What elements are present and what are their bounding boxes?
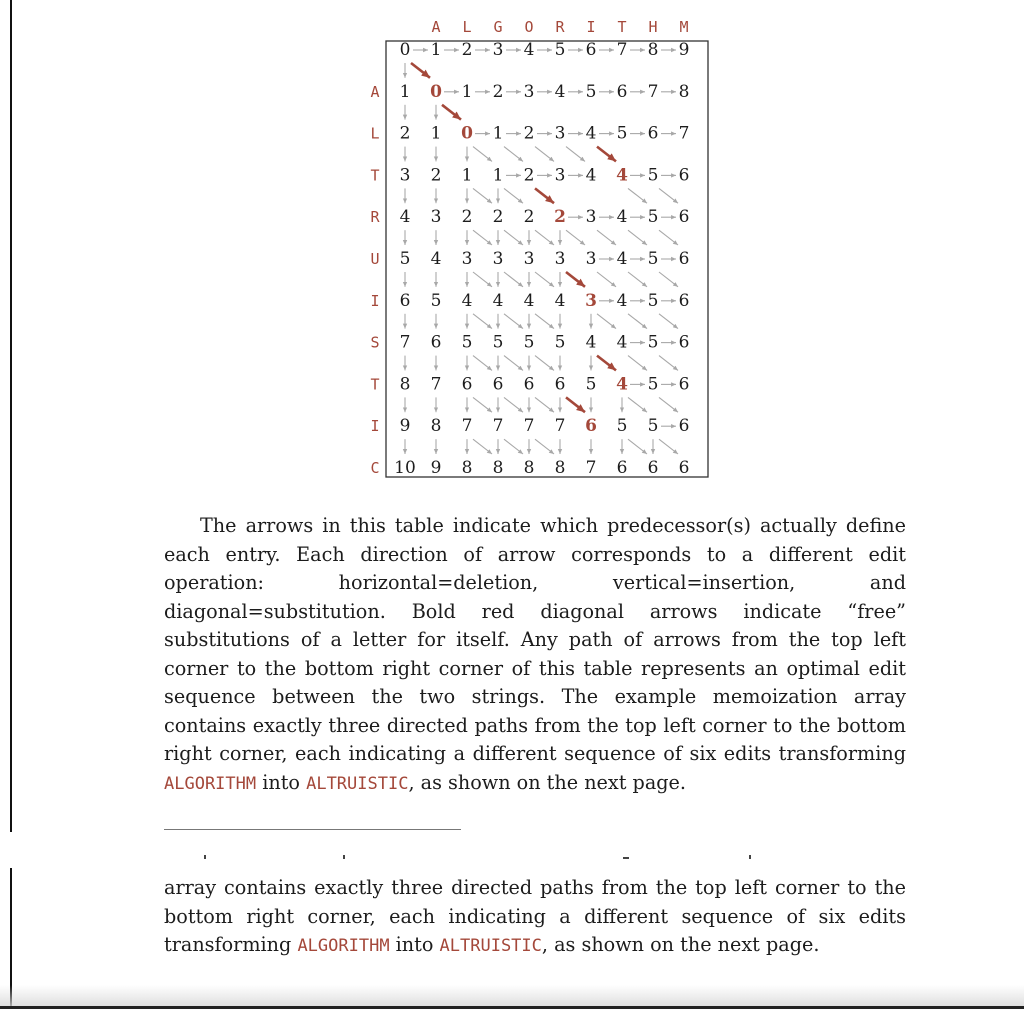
word-into-2: into bbox=[389, 933, 440, 956]
paragraph-text: The arrows in this table indicate which predecessor(s) actually define each entry. Each direction of arrow corresponds to a different edit operation: horizontal=deletion, vertical=insertion, and diagonal=substitution. Bold red diagonal arrows indicate “free” substitutions of a letter for itself. Any path of arrows from the top left corner to the bottom right corner of this table represents an optimal edit sequence between the two strings. The example memoization array contains exactly three directed paths from the top left corner to the bottom right corner, each indicating a different sequence of six edits transforming bbox=[164, 514, 906, 765]
table-cell: 8 bbox=[523, 458, 535, 478]
table-cell: 4 bbox=[616, 290, 628, 311]
arrow-diagonal bbox=[628, 314, 647, 329]
table-cell: 7 bbox=[430, 374, 442, 395]
table-cell: 1 bbox=[430, 123, 442, 144]
table-cell: 4 bbox=[616, 249, 628, 269]
table-cell: 2 bbox=[492, 81, 504, 102]
word-into: into bbox=[256, 770, 307, 794]
arrow-diagonal bbox=[473, 356, 492, 371]
edit-distance-table bbox=[0, 0, 1024, 490]
table-cell: 8 bbox=[399, 374, 411, 395]
arrow-diagonal bbox=[628, 397, 647, 412]
table-cell: 3 bbox=[585, 290, 597, 311]
column-letter: H bbox=[648, 18, 658, 36]
table-cell: 6 bbox=[461, 374, 473, 395]
table-cell: 2 bbox=[523, 123, 535, 144]
table-cell: 8 bbox=[678, 81, 690, 102]
table-cell: 2 bbox=[492, 207, 504, 228]
table-cell: 4 bbox=[554, 290, 566, 311]
table-cell: 4 bbox=[616, 374, 628, 395]
arrow-diagonal bbox=[473, 314, 492, 329]
table-cell: 5 bbox=[585, 81, 597, 102]
table-cell: 8 bbox=[461, 458, 473, 478]
table-cell: 4 bbox=[399, 207, 411, 228]
column-letter: T bbox=[617, 18, 627, 36]
arrow-diagonal bbox=[628, 439, 647, 454]
arrow-diagonal bbox=[628, 188, 647, 203]
table-cell: 7 bbox=[647, 81, 659, 102]
table-cell: 4 bbox=[492, 290, 504, 311]
table-cell: 3 bbox=[523, 249, 535, 269]
table-cell: 6 bbox=[585, 40, 597, 60]
table-values bbox=[370, 18, 689, 478]
row-letter: U bbox=[370, 250, 380, 268]
table-cell: 7 bbox=[554, 416, 566, 437]
arrow-diagonal bbox=[473, 397, 492, 412]
arrow-diagonal bbox=[566, 230, 585, 245]
table-cell: 3 bbox=[492, 40, 504, 60]
table-cell: 8 bbox=[554, 458, 566, 478]
clipped-line-fragments bbox=[164, 855, 906, 865]
table-cell: 4 bbox=[523, 290, 535, 311]
arrow-diagonal bbox=[659, 314, 678, 329]
page-gap bbox=[0, 833, 1024, 848]
table-cell: 5 bbox=[647, 332, 659, 353]
table-cell: 2 bbox=[554, 207, 566, 228]
table-cell: 3 bbox=[461, 249, 473, 269]
column-letter: G bbox=[493, 18, 503, 36]
table-cell: 5 bbox=[554, 40, 566, 60]
table-cell: 6 bbox=[678, 458, 690, 478]
table-cell: 2 bbox=[430, 165, 442, 186]
arrow-diagonal bbox=[535, 397, 554, 412]
column-letter: M bbox=[679, 18, 689, 36]
arrow-diagonal bbox=[535, 147, 554, 162]
table-cell: 6 bbox=[616, 458, 628, 478]
table-cell: 1 bbox=[492, 165, 504, 186]
arrow-diagonal bbox=[659, 439, 678, 454]
table-cell: 1 bbox=[399, 81, 411, 102]
arrow-diagonal bbox=[659, 356, 678, 371]
table-cell: 5 bbox=[585, 374, 597, 395]
table-cell: 6 bbox=[678, 374, 690, 395]
arrow-diagonal bbox=[659, 272, 678, 287]
arrow-free-substitution bbox=[597, 147, 616, 162]
string-altruistic-2: ALTRUISTIC bbox=[439, 936, 542, 956]
table-cell: 4 bbox=[616, 332, 628, 353]
arrow-diagonal bbox=[597, 230, 616, 245]
repeated-paragraph bbox=[164, 874, 906, 961]
arrow-free-substitution bbox=[411, 63, 430, 78]
row-letter: A bbox=[370, 82, 380, 101]
arrow-diagonal bbox=[597, 272, 616, 287]
table-cell: 6 bbox=[678, 332, 690, 353]
arrow-free-substitution bbox=[566, 272, 585, 287]
arrow-diagonal bbox=[504, 356, 523, 371]
arrow-free-substitution bbox=[597, 356, 616, 371]
table-cell: 4 bbox=[616, 165, 628, 186]
table-cell: 3 bbox=[554, 123, 566, 144]
table-cell: 4 bbox=[585, 332, 597, 353]
column-letter: I bbox=[586, 18, 596, 36]
table-cell: 4 bbox=[585, 123, 597, 144]
table-cell: 4 bbox=[616, 207, 628, 228]
table-cell: 6 bbox=[678, 165, 690, 186]
arrow-diagonal bbox=[504, 314, 523, 329]
table-cell: 3 bbox=[492, 249, 504, 269]
arrow-diagonal bbox=[504, 230, 523, 245]
table-cell: 6 bbox=[492, 374, 504, 395]
table-cell: 6 bbox=[678, 207, 690, 228]
table-cell: 4 bbox=[585, 165, 597, 186]
arrow-diagonal bbox=[535, 314, 554, 329]
row-letter: I bbox=[370, 291, 380, 310]
table-cell: 6 bbox=[616, 81, 628, 102]
table-cell: 1 bbox=[492, 123, 504, 144]
table-cell: 10 bbox=[394, 458, 416, 478]
table-cell: 3 bbox=[585, 249, 597, 269]
table-cell: 7 bbox=[461, 416, 473, 437]
arrow-diagonal bbox=[473, 439, 492, 454]
table-cell: 0 bbox=[461, 123, 473, 144]
arrow-diagonal bbox=[535, 272, 554, 287]
sentence-tail-2: , as shown on the next page. bbox=[541, 933, 820, 956]
arrow-diagonal bbox=[535, 356, 554, 371]
arrow-diagonal bbox=[659, 188, 678, 203]
table-cell: 6 bbox=[523, 374, 535, 395]
arrow-diagonal bbox=[628, 230, 647, 245]
arrow-diagonal bbox=[504, 439, 523, 454]
row-letter: I bbox=[370, 417, 380, 436]
table-cell: 1 bbox=[461, 81, 473, 102]
table-cell: 7 bbox=[678, 123, 690, 144]
arrow-diagonal bbox=[473, 272, 492, 287]
table-cell: 3 bbox=[399, 165, 411, 186]
column-letter: L bbox=[462, 18, 472, 36]
table-cell: 6 bbox=[678, 416, 690, 437]
table-cell: 5 bbox=[399, 249, 411, 269]
table-cell: 1 bbox=[430, 40, 442, 60]
table-cell: 5 bbox=[647, 290, 659, 311]
table-cell: 6 bbox=[399, 290, 411, 311]
table-cell: 6 bbox=[678, 290, 690, 311]
table-cell: 5 bbox=[647, 416, 659, 437]
column-letter: O bbox=[524, 18, 534, 36]
table-cell: 4 bbox=[523, 40, 535, 60]
arrow-diagonal bbox=[504, 147, 523, 162]
table-cell: 5 bbox=[616, 416, 628, 437]
table-cell: 4 bbox=[430, 249, 442, 269]
row-letter: C bbox=[370, 459, 380, 477]
table-cell: 8 bbox=[647, 40, 659, 60]
string-altruistic: ALTRUISTIC bbox=[306, 773, 409, 794]
table-cell: 7 bbox=[523, 416, 535, 437]
table-cell: 2 bbox=[523, 165, 535, 186]
table-cell: 2 bbox=[461, 207, 473, 228]
table-cell: 5 bbox=[647, 374, 659, 395]
table-cell: 6 bbox=[585, 416, 597, 437]
table-cell: 6 bbox=[678, 249, 690, 269]
table-cell: 5 bbox=[430, 290, 442, 311]
table-cell: 2 bbox=[399, 123, 411, 144]
table-cell: 4 bbox=[461, 290, 473, 311]
arrow-diagonal bbox=[504, 272, 523, 287]
arrow-free-substitution bbox=[535, 188, 554, 203]
table-cell: 5 bbox=[492, 332, 504, 353]
string-algorithm-2: ALGORITHM bbox=[297, 936, 390, 956]
table-cell: 5 bbox=[461, 332, 473, 353]
table-arrows bbox=[405, 50, 678, 454]
table-cell: 9 bbox=[678, 40, 690, 60]
table-cell: 7 bbox=[616, 40, 628, 60]
arrow-diagonal bbox=[473, 230, 492, 245]
row-letter: L bbox=[370, 124, 380, 143]
table-cell: 1 bbox=[461, 165, 473, 186]
arrow-free-substitution bbox=[566, 397, 585, 412]
body-paragraph bbox=[164, 512, 906, 798]
repeated-text: array contains exactly three directed paths from the top left corner to the bottom right corner, each indicating a different sequence of six edits transforming bbox=[164, 876, 906, 956]
table-cell: 2 bbox=[461, 40, 473, 60]
table-cell: 5 bbox=[647, 207, 659, 228]
arrow-diagonal bbox=[473, 147, 492, 162]
row-letter: S bbox=[370, 333, 380, 352]
table-cell: 6 bbox=[554, 374, 566, 395]
table-cell: 0 bbox=[430, 81, 442, 102]
row-letter: T bbox=[370, 375, 380, 394]
table-cell: 5 bbox=[647, 249, 659, 269]
table-cell: 5 bbox=[554, 332, 566, 353]
row-letter: T bbox=[370, 166, 380, 185]
table-cell: 6 bbox=[647, 458, 659, 478]
table-cell: 6 bbox=[647, 123, 659, 144]
arrow-diagonal bbox=[535, 439, 554, 454]
arrow-diagonal bbox=[504, 188, 523, 203]
table-cell: 7 bbox=[585, 458, 597, 478]
arrow-free-substitution bbox=[442, 105, 461, 120]
string-algorithm: ALGORITHM bbox=[164, 773, 257, 794]
table-cell: 4 bbox=[554, 81, 566, 102]
table-cell: 8 bbox=[492, 458, 504, 478]
arrow-diagonal bbox=[597, 314, 616, 329]
sentence-tail: , as shown on the next page. bbox=[408, 770, 687, 794]
column-letter: A bbox=[431, 18, 441, 36]
table-cell: 3 bbox=[554, 165, 566, 186]
table-cell: 9 bbox=[430, 458, 442, 478]
table-cell: 9 bbox=[399, 416, 411, 437]
table-cell: 6 bbox=[430, 332, 442, 353]
table-cell: 3 bbox=[554, 249, 566, 269]
arrow-diagonal bbox=[628, 272, 647, 287]
row-letter: R bbox=[370, 208, 380, 227]
arrow-diagonal bbox=[628, 356, 647, 371]
table-cell: 3 bbox=[430, 207, 442, 228]
table-cell: 3 bbox=[585, 207, 597, 228]
table-cell: 2 bbox=[523, 207, 535, 228]
arrow-diagonal bbox=[566, 147, 585, 162]
arrow-diagonal bbox=[659, 230, 678, 245]
table-cell: 3 bbox=[523, 81, 535, 102]
arrow-diagonal bbox=[535, 230, 554, 245]
table-cell: 5 bbox=[616, 123, 628, 144]
column-letter: R bbox=[555, 18, 565, 36]
table-cell: 0 bbox=[399, 40, 411, 60]
table-cell: 8 bbox=[430, 416, 442, 437]
table-cell: 7 bbox=[492, 416, 504, 437]
table-cell: 5 bbox=[523, 332, 535, 353]
footnote-rule bbox=[164, 829, 461, 830]
arrow-diagonal bbox=[473, 188, 492, 203]
table-cell: 7 bbox=[399, 332, 411, 353]
table-cell: 5 bbox=[647, 165, 659, 186]
arrow-diagonal bbox=[504, 397, 523, 412]
arrow-diagonal bbox=[659, 397, 678, 412]
